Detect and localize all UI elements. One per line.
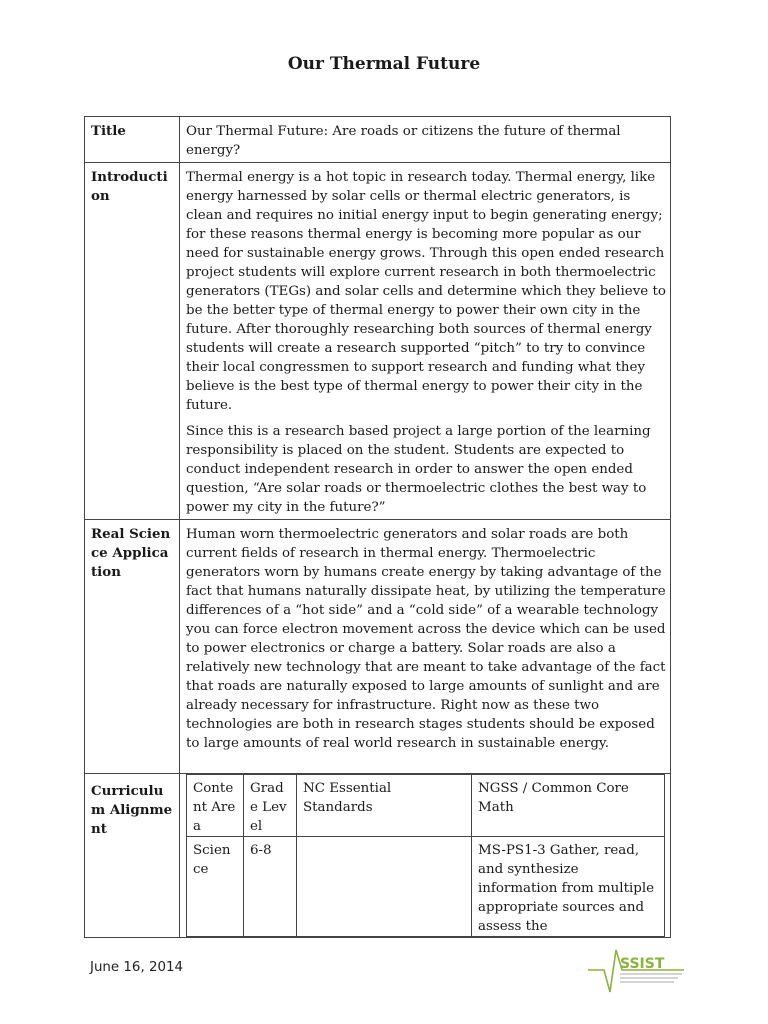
assist-logo (586, 940, 686, 1002)
logo-text: SSIST (620, 956, 665, 972)
row-content-title: Our Thermal Future: Are roads or citizens the future of thermal energy? (180, 117, 671, 163)
curriculum-data-row (187, 837, 665, 937)
curriculum-data-cell (297, 837, 472, 937)
curriculum-header-row (187, 775, 665, 837)
curriculum-header-cell: Content Area (187, 775, 244, 837)
lesson-table (84, 116, 671, 938)
introduction-paragraph-2: Since this is a research based project a large portion of the learning responsibility is placed on the student. Students are expected to conduct independent research in order to answer the open ended question, “Are solar roads or thermoelectric clothes the best way to power my city in the future?” (186, 424, 651, 515)
row-label-introduction: Introduction (85, 163, 180, 520)
curriculum-table (186, 774, 665, 937)
table-row-real-science (85, 520, 671, 774)
curriculum-header-cell: Grade Level (244, 775, 297, 837)
row-label-real-science: Real Science Application (85, 520, 180, 774)
row-content-curriculum (180, 774, 671, 938)
introduction-paragraph-1: Thermal energy is a hot topic in research today. Thermal energy, like energy harnessed by solar cells or thermal electric generators, is clean and requires no initial energy input to begin generating energy; for these reasons thermal energy is becoming more popular as our need for sustainable energy grows. Through this open ended research project students will explore current research in both thermoelectric generators (TEGs) and solar cells and determine which they believe to be the better type of thermal energy to power their own city in the future. After thoroughly researching both sources of thermal energy students will create a research supported “pitch” to try to convince their local congressmen to support research and funding what they believe is the best type of thermal energy to power their city in the future. (186, 170, 666, 413)
row-content-introduction (180, 163, 671, 520)
table-row-curriculum (85, 774, 671, 938)
table-row-introduction (85, 163, 671, 520)
curriculum-data-cell: 6-8 (244, 837, 297, 937)
curriculum-data-cell: Science (187, 837, 244, 937)
curriculum-header-cell: NGSS / Common Core Math (472, 775, 665, 837)
table-row-title (85, 117, 671, 163)
footer-date: June 16, 2014 (90, 960, 184, 975)
curriculum-data-cell: MS-PS1-3 Gather, read, and synthesize information from multiple appropriate sources and assess the (472, 837, 665, 937)
curriculum-header-cell: NC Essential Standards (297, 775, 472, 837)
row-content-real-science: Human worn thermoelectric generators and solar roads are both current fields of research in thermal energy. Thermoelectric generators worn by humans create energy by taking advantage of the fact that humans naturally dissipate heat, by utilizing the temperature differences of a “hot side” and a “cold side” of a wearable technology you can force electron movement across the device which can be used to power electronics or charge a battery. Solar roads are also a relatively new technology that are meant to take advantage of the fact that roads are naturally exposed to large amounts of sunlight and are already necessary for infrastructure. Right now as these two technologies are both in research stages students should be exposed to large amounts of real world research in sustainable energy. (180, 520, 671, 774)
row-label-title: Title (85, 117, 180, 163)
document-title: Our Thermal Future (287, 54, 481, 74)
row-label-curriculum: Curriculum Alignment (85, 774, 180, 938)
